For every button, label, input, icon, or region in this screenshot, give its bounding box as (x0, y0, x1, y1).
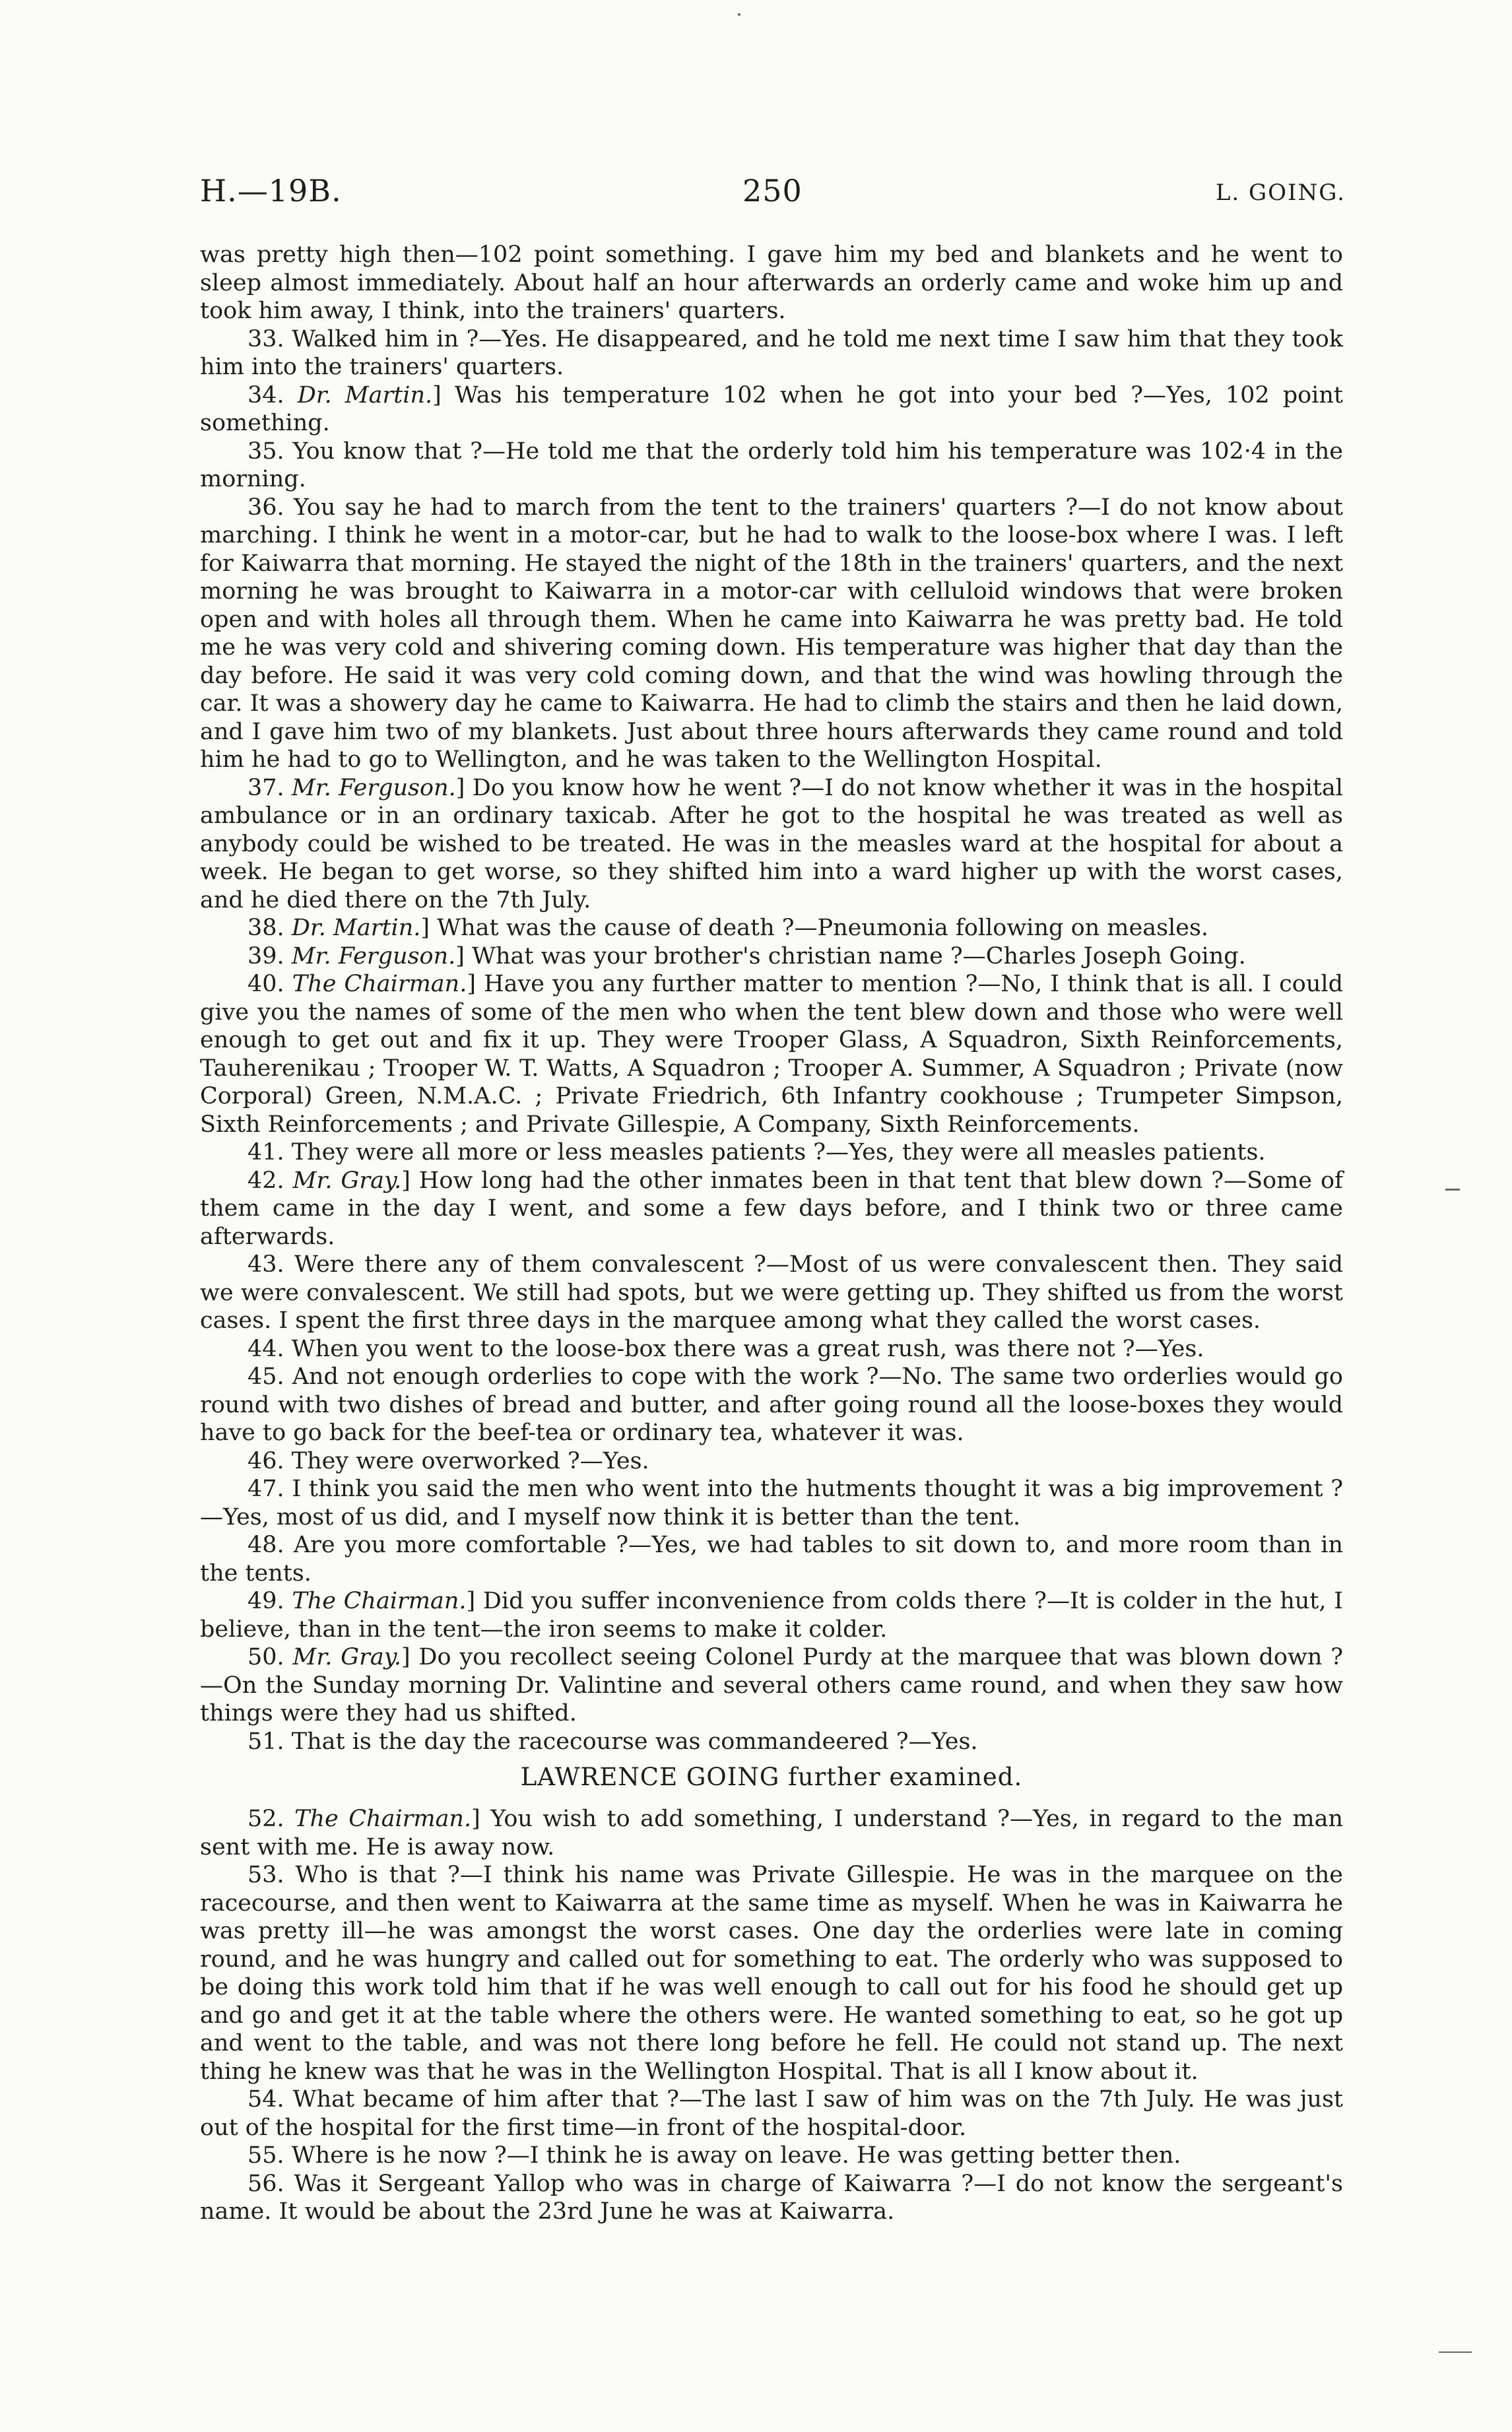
paragraph: was pretty high then—102 point something. I gave him my bed and blankets and he went to sleep almost immediately. About half an hour afterwards an orderly came and woke him up and took him away, I think, into the trainers' quarters. (200, 242, 1343, 324)
paragraph (200, 1167, 1343, 1251)
paragraph: 48. Are you more comfortable ?—Yes, we had tables to sit down to, and more room than in the tents. (200, 1532, 1343, 1587)
question-text: ] Have you any further matter to mention ?—No, I think that is all. I could give you the names of some of the men who when the tent blew down and those who were well enough to get out and fix it up. They were Trooper Glass, A Squadron, Sixth Reinforcements, Tauherenikau ; Trooper W. T. Watts, A Squadron ; Trooper A. Summer, A Squadron ; Private (now Corporal) Green, N.M.A.C. ; Private Friedrich, 6th Infantry cookhouse ; Trumpeter Simpson, Sixth Reinforcements ; and Private Gillespie, A Company, Sixth Reinforcements. (200, 971, 1343, 1138)
question-number: 39. (247, 942, 284, 970)
paragraph: 41. They were all more or less measles patients ?—Yes, they were all measles patients. (247, 1139, 1266, 1166)
speaker: The Chairman. (294, 1806, 472, 1832)
question-text: ] How long had the other inmates been in that tent that blew down ?—Some of them came in the day I went, and some a few days before, and I think two or three came afterwards. (200, 1167, 1343, 1250)
question-text: ] What was the cause of death ?—Pneumonia following on measles. (420, 915, 1209, 941)
question-number: 50. (247, 1644, 284, 1670)
speaker: Dr. Martin. (297, 381, 433, 409)
margin-mark (1445, 1189, 1460, 1191)
paragraph: 56. Was it Sergeant Yallop who was in charge of Kaiwarra ?—I do not know the sergeant's name. It would be about the 23rd June he was at Kaiwarra. (200, 2170, 1343, 2225)
paragraph (200, 970, 1343, 1138)
question-text: ] Was his temperature 102 when he got into your bed ?—Yes, 102 point something. (200, 381, 1343, 436)
paragraph (200, 1587, 1343, 1643)
speaker: The Chairman. (292, 1588, 467, 1614)
paragraph: 44. When you went to the loose-box there was a great rush, was there not ?—Yes. (247, 1335, 1204, 1362)
question-text: ] Do you know how he went ?—I do not know whether it was in the hospital ambulance or in an ordinary taxicab. After he got to the hospital he was treated as well as anybody could be wished to be treated. He was in the measles ward at the hospital for about a week. He began to get worse, so they shifted him into a ward higher up with the worst cases, and he died there on the 7th July. (200, 774, 1343, 913)
question-text: ] Do you recollect seeing Colonel Purdy at the marquee that was blown down ?—On the Sunday morning Dr. Valintine and several others came round, and when they saw how things were they had us shifted. (200, 1644, 1343, 1726)
paragraph: 47. I think you said the men who went into the hutments thought it was a big improvement ?—Yes, most of us did, and I myself now think it is better than the tent. (200, 1476, 1343, 1530)
paragraph (200, 774, 1343, 915)
testimony-block-2 (200, 1805, 1343, 2226)
paragraph: 33. Walked him in ?—Yes. He disappeared, and he told me next time I saw him that they took him into the trainers' quarters. (200, 325, 1343, 380)
paragraph (200, 1805, 1343, 1861)
question-number: 34. (247, 381, 284, 409)
question-number: 49. (247, 1588, 284, 1614)
speaker: The Chairman. (292, 971, 467, 997)
paragraph: 43. Were there any of them convalescent ?—Most of us were convalescent then. They said we were convalescent. We still had spots, but we were getting up. They shifted us from the worst cases. I spent the first three days in the marquee among what they called the worst cases. (200, 1251, 1343, 1334)
paragraph: 51. That is the day the racecourse was commandeered ?—Yes. (247, 1728, 978, 1755)
margin-mark (1439, 2351, 1472, 2353)
page-number: 250 (742, 173, 803, 209)
question-text: ] Did you suffer inconvenience from colds there ?—It is colder in the hut, I believe, than in the tent—the iron seems to make it colder. (200, 1588, 1343, 1643)
question-number: 37. (247, 774, 284, 801)
paragraph: 53. Who is that ?—I think his name was Private Gillespie. He was in the marquee on the racecourse, and then went to Kaiwarra at the same time as myself. When he was in Kaiwarra he was pretty ill—he was amongst the worst cases. One day the orderlies were late in coming round, and he was hungry and called out for something to eat. The orderly who was supposed to be doing this work told him that if he was well enough to call out for his food he should get up and go and get it at the table where the others were. He wanted something to eat, so he got up and went to the table, and was not there long before he fell. He could not stand up. The next thing he knew was that he was in the Wellington Hospital. That is all I know about it. (200, 1862, 1343, 2085)
paragraph: 36. You say he had to march from the tent to the trainers' quarters ?—I do not know about marching. I think he went in a motor-car, but he had to walk to the loose-box where I was. I left for Kaiwarra that morning. He stayed the night of the 18th in the trainers' quarters, and the next morning he was brought to Kaiwarra in a motor-car with celluloid windows that were broken open and with holes all through them. When he came into Kaiwarra he was pretty bad. He told me he was very cold and shivering coming down. His temperature was higher that day than the day before. He said it was very cold coming down, and that the wind was howling through the car. It was a showery day he came to Kaiwarra. He had to climb the stairs and then he laid down, and I gave him two of my blankets. Just about three hours afterwards they came round and told him he had to go to Wellington, and he was taken to the Wellington Hospital. (200, 494, 1343, 773)
speaker: Mr. Ferguson. (291, 942, 456, 970)
paragraph: 54. What became of him after that ?—The last I saw of him was on the 7th July. He was just out of the hospital for the first time—in front of the hospital-door. (200, 2086, 1343, 2141)
paragraph: 35. You know that ?—He told me that the orderly told him his temperature was 102·4 in the morning. (200, 438, 1343, 492)
paragraph: 46. They were overworked ?—Yes. (247, 1447, 649, 1474)
question-text: ] You wish to add something, I understand ?—Yes, in regard to the man sent with me. He is away now. (200, 1806, 1343, 1860)
testimony-block-1 (200, 241, 1343, 1756)
running-head: L. GOING. (1215, 180, 1346, 206)
question-number: 42. (247, 1167, 284, 1194)
question-text: ] What was your brother's christian name ?—Charles Joseph Going. (455, 942, 1246, 970)
paragraph: 55. Where is he now ?—I think he is away on leave. He was getting better then. (247, 2142, 1181, 2169)
section-heading: LAWRENCE GOING further examined. (520, 1763, 1023, 1791)
paragraph (200, 381, 1343, 438)
speaker: Mr. Gray. (292, 1167, 402, 1194)
paragraph (200, 942, 1343, 971)
question-number: 38. (247, 915, 284, 941)
paragraph (200, 914, 1343, 942)
speck (738, 13, 740, 16)
question-number: 52. (247, 1806, 284, 1832)
paper-reference: H.—19B. (200, 173, 342, 209)
paragraph: 45. And not enough orderlies to cope with the work ?—No. The same two orderlies would go round with two dishes of bread and butter, and after going round all the loose-boxes they would have to go back for the beef-tea or ordinary tea, whatever it was. (200, 1364, 1343, 1446)
paragraph (200, 1643, 1343, 1728)
speaker: Dr. Martin. (291, 915, 421, 941)
speaker: Mr. Gray. (292, 1644, 401, 1670)
speaker: Mr. Ferguson. (292, 774, 456, 801)
question-number: 40. (247, 971, 284, 997)
